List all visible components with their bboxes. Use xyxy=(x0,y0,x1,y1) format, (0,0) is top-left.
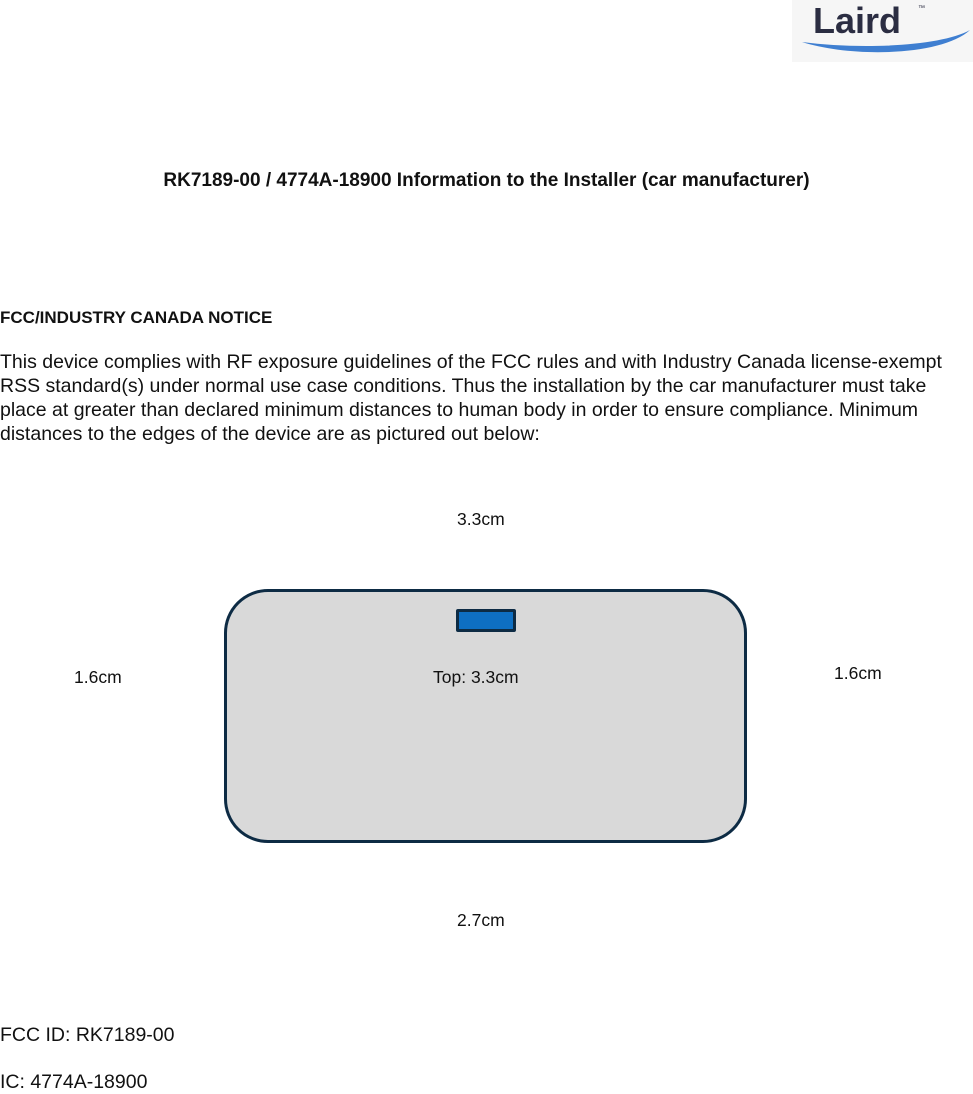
laird-logo xyxy=(792,0,973,62)
bottom-distance-label: 2.7cm xyxy=(457,910,505,930)
right-distance-label: 1.6cm xyxy=(834,663,882,683)
ic-id: IC: 4774A-18900 xyxy=(0,1071,148,1093)
logo-wordmark: Laird xyxy=(813,0,902,41)
top-distance-label: 3.3cm xyxy=(457,509,505,529)
document-title: RK7189-00 / 4774A-18900 Information to the Installer (car manufacturer) xyxy=(163,170,810,191)
laird-logo-graphic xyxy=(792,0,973,62)
notice-body: This device complies with RF exposure guidelines of the FCC rules and with Industry Canada license-exempt RSS standard(s) under normal use case conditions. Thus the installation by the car manufacturer must take place at greater than declared minimum distances to human body in order to ensure compliance. Minimum distances to the edges of the device are as pictured out below: xyxy=(0,351,942,445)
connector-icon xyxy=(456,609,516,632)
fcc-id: FCC ID: RK7189-00 xyxy=(0,1024,175,1046)
logo-trademark: ™ xyxy=(918,5,925,12)
left-distance-label: 1.6cm xyxy=(74,667,122,687)
device-outline xyxy=(224,589,747,843)
device-top-label: Top: 3.3cm xyxy=(433,667,519,687)
notice-heading: FCC/INDUSTRY CANADA NOTICE xyxy=(0,308,273,327)
